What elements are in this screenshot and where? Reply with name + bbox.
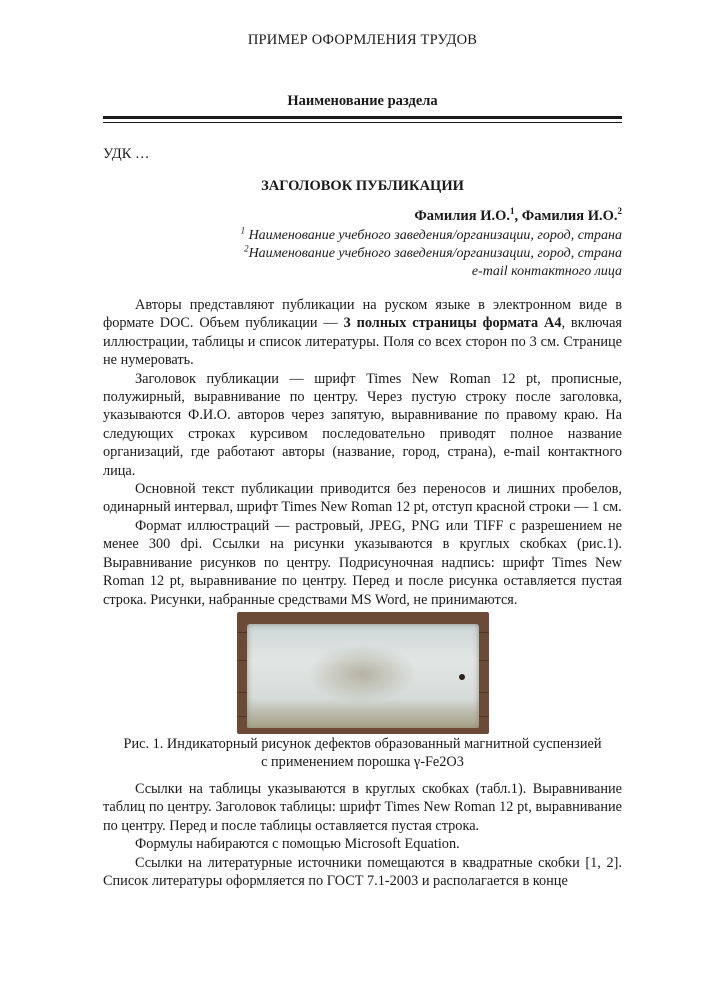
udk-label: УДК … [103,146,150,162]
body-text-top [103,296,622,609]
publication-title: ЗАГОЛОВОК ПУБЛИКАЦИИ [261,178,464,194]
author-1-sup: 1 [510,206,515,217]
page-header: ПРИМЕР ОФОРМЛЕНИЯ ТРУДОВ [247,32,478,48]
figure-photo [237,612,489,734]
affiliation-1 [240,225,622,244]
paragraph-references: Ссылки на литературные источники помещаются в квадратные скобки [1, 2]. Список литературы оформляется по ГОСТ 7.1-2003 и располагается в конце [103,854,622,890]
figure-caption [103,735,622,772]
paragraph-illustrations: Формат иллюстраций — растровый, JPEG, PNG или TIFF с разрешением не менее 300 dpi. Ссылки на рисунки указываются в круглых скобках (рис.1). Выравнивание рисунков по центру. Подрисуночная надпись: шрифт Times New Roman 12 pt, выравнивание по центру. Перед и после рисунка оставляется пустая строка. Рисунки, набранные средствами MS Word, не принимаются. [103,517,622,608]
affiliation-2 [244,243,622,262]
defect-indication [307,644,417,704]
paragraph-main-text: Основной текст публикации приводится без переносов и лишних пробелов, одинарный интервал, шрифт Times New Roman 12 pt, отступ красной строки — 1 см. [103,481,622,516]
figure-caption-line-2: с применением порошка γ-Fe2O3 [261,754,464,771]
authors-line [414,208,622,225]
paragraph-formulas: Формулы набираются с помощью Microsoft Equation. [135,836,460,853]
header-rule-thick [103,116,622,119]
affiliation-2-sup: 2 [244,243,249,254]
affiliation-1-sup: 1 [240,225,246,236]
body-text-bottom [103,780,622,890]
paragraph-tables: Ссылки на таблицы указываются в круглых скобках (табл.1). Выравнивание таблиц по центру. Заголовок таблицы: шрифт Times New Roman 12 pt, выравнивание по центру. Перед и после таблицы оставляется пустая строка. [103,781,622,834]
author-1: Фамилия И.О. [414,208,511,224]
affiliation-1-text: Наименование учебного заведения/организации, город, страна [245,228,622,243]
affiliation-2-text: Наименование учебного заведения/организации, город, страна [248,246,622,261]
paragraph-volume [103,296,622,370]
section-title: Наименование раздела [287,93,438,109]
header-rule-thin [103,122,622,123]
paragraph-title-format: Заголовок публикации — шрифт Times New Roman 12 pt, прописные, полужирный, выравнивание по центру. Через пустую строку после заголовка, указываются Ф.И.О. авторов через запятую, выравнивание по правому краю. На следующих строках курсивом последовательно приводят полное название организаций, где работают авторы (название, город, страна), e-mail контактного лица. [103,370,622,479]
author-separator: , [514,208,522,224]
plate-hole [459,674,465,680]
paragraph-volume-bold: 3 полных страницы формата А4 [343,315,562,332]
author-2-sup: 2 [617,206,622,217]
figure-caption-line-1: Рис. 1. Индикаторный рисунок дефектов образованный магнитной суспензией [123,736,602,752]
paragraph-volume-text-c: , включая иллюстрации, таблицы и список литературы. Поля со всех сторон по 3 см. Странице не нумеровать. [103,315,622,369]
test-plate [247,624,479,728]
author-2: Фамилия И.О. [521,208,618,224]
contact-email: e-mail контактного лица [471,264,622,279]
paragraph-volume-text-a: Авторы представляют публикации на руском языке в электронном виде в формате DOC. Объем публикации — [103,297,622,332]
plate-sediment [247,700,479,728]
